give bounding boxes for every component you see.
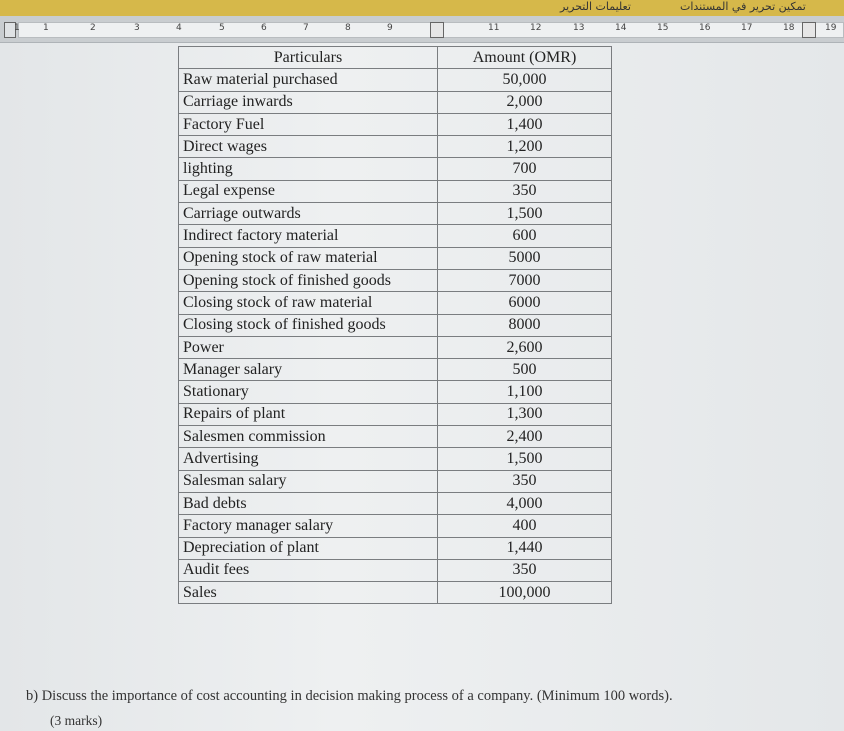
amount-cell: 2,400	[438, 426, 612, 448]
ruler-number: 19	[825, 23, 837, 33]
ruler-number: 12	[530, 23, 542, 33]
particular-cell: Indirect factory material	[179, 225, 438, 247]
table-row	[179, 359, 612, 381]
particular-cell: Sales	[179, 582, 438, 604]
particular-cell: Direct wages	[179, 136, 438, 158]
ruler-number: 1	[43, 23, 49, 33]
table-header-row	[179, 47, 612, 69]
particular-cell: Stationary	[179, 381, 438, 403]
amount-cell: 8000	[438, 314, 612, 336]
table-row	[179, 403, 612, 425]
particular-cell: Power	[179, 336, 438, 358]
table-row	[179, 448, 612, 470]
particular-cell: Opening stock of raw material	[179, 247, 438, 269]
table-row	[179, 515, 612, 537]
amount-cell: 1,500	[438, 203, 612, 225]
amount-cell: 400	[438, 515, 612, 537]
ruler-number: 16	[699, 23, 711, 33]
amount-cell: 1,200	[438, 136, 612, 158]
particular-cell: Manager salary	[179, 359, 438, 381]
table-row	[179, 158, 612, 180]
amount-cell: 500	[438, 359, 612, 381]
amount-cell: 6000	[438, 292, 612, 314]
ruler-number: 13	[573, 23, 585, 33]
ruler-number: 8	[345, 23, 351, 33]
column-header-amount: Amount (OMR)	[438, 47, 612, 69]
ruler-number: 7	[303, 23, 309, 33]
document-page[interactable]	[0, 43, 844, 731]
ruler-number: 4	[176, 23, 182, 33]
amount-cell: 1,400	[438, 113, 612, 135]
column-header-particulars: Particulars	[179, 47, 438, 69]
question-text: b) Discuss the importance of cost accounting in decision making process of a company. (Minimum 100 words).	[26, 688, 673, 704]
particular-cell: Salesman salary	[179, 470, 438, 492]
horizontal-ruler[interactable]	[0, 16, 844, 43]
question-marks: (3 marks)	[50, 713, 103, 728]
particular-cell: Carriage inwards	[179, 91, 438, 113]
table-row	[179, 203, 612, 225]
table-row	[179, 269, 612, 291]
particular-cell: Raw material purchased	[179, 69, 438, 91]
column-marker-icon[interactable]	[802, 22, 816, 38]
amount-cell: 1,500	[438, 448, 612, 470]
amount-cell: 5000	[438, 247, 612, 269]
table-row	[179, 247, 612, 269]
particular-cell: Bad debts	[179, 492, 438, 514]
particular-cell: Carriage outwards	[179, 203, 438, 225]
particular-cell: Factory manager salary	[179, 515, 438, 537]
table-row	[179, 136, 612, 158]
particular-cell: Advertising	[179, 448, 438, 470]
amount-cell: 7000	[438, 269, 612, 291]
particular-cell: Opening stock of finished goods	[179, 269, 438, 291]
column-marker-icon[interactable]	[430, 22, 444, 38]
ruler-number: 2	[90, 23, 96, 33]
amount-cell: 2,000	[438, 91, 612, 113]
ruler-number: 15	[657, 23, 669, 33]
table-row	[179, 91, 612, 113]
amount-cell: 1,300	[438, 403, 612, 425]
particular-cell: lighting	[179, 158, 438, 180]
table-row	[179, 113, 612, 135]
particular-cell: Legal expense	[179, 180, 438, 202]
table-row	[179, 537, 612, 559]
particular-cell: Closing stock of raw material	[179, 292, 438, 314]
message-bar-text: تمكين تحرير في المستندات	[680, 0, 806, 13]
particular-cell: Closing stock of finished goods	[179, 314, 438, 336]
amount-cell: 100,000	[438, 582, 612, 604]
ruler-number: 6	[261, 23, 267, 33]
amount-cell: 2,600	[438, 336, 612, 358]
ruler-number: 5	[219, 23, 225, 33]
cost-table	[178, 46, 612, 604]
ruler-number: 17	[741, 23, 753, 33]
amount-cell: 350	[438, 180, 612, 202]
particular-cell: Salesmen commission	[179, 426, 438, 448]
ruler-number: 1	[14, 23, 20, 33]
table-row	[179, 314, 612, 336]
amount-cell: 4,000	[438, 492, 612, 514]
table-row	[179, 225, 612, 247]
particular-cell: Factory Fuel	[179, 113, 438, 135]
amount-cell: 50,000	[438, 69, 612, 91]
amount-cell: 700	[438, 158, 612, 180]
amount-cell: 350	[438, 470, 612, 492]
message-bar-link[interactable]: تعليمات التحرير	[560, 0, 631, 13]
table-row	[179, 470, 612, 492]
message-bar	[0, 0, 844, 16]
ruler-number: 9	[387, 23, 393, 33]
table-row	[179, 559, 612, 581]
table-row	[179, 292, 612, 314]
table-row	[179, 69, 612, 91]
ruler-number: 3	[134, 23, 140, 33]
amount-cell: 1,100	[438, 381, 612, 403]
particular-cell: Repairs of plant	[179, 403, 438, 425]
ruler-number: 18	[783, 23, 795, 33]
amount-cell: 350	[438, 559, 612, 581]
table-row	[179, 492, 612, 514]
table-row	[179, 582, 612, 604]
amount-cell: 600	[438, 225, 612, 247]
amount-cell: 1,440	[438, 537, 612, 559]
table-row	[179, 336, 612, 358]
particular-cell: Depreciation of plant	[179, 537, 438, 559]
particular-cell: Audit fees	[179, 559, 438, 581]
ruler-number: 14	[615, 23, 627, 33]
table-row	[179, 180, 612, 202]
ruler-number: 11	[488, 23, 500, 33]
table-row	[179, 426, 612, 448]
table-row	[179, 381, 612, 403]
